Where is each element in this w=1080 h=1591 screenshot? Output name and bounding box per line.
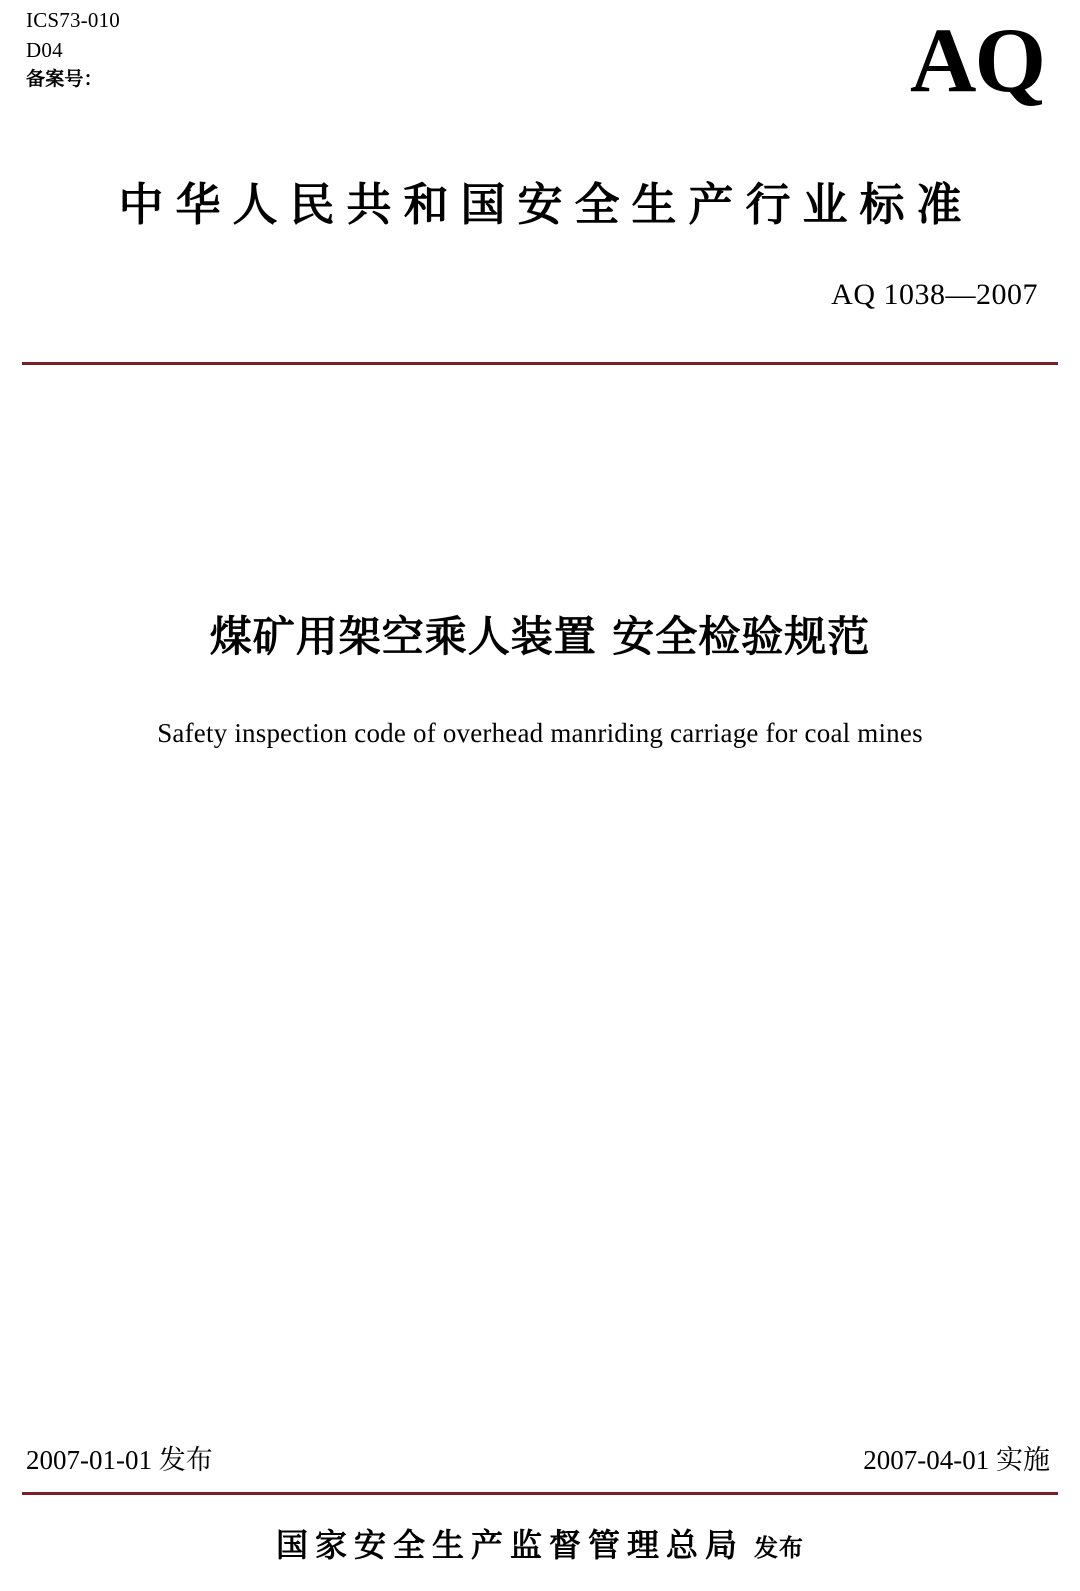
document-title-english: Safety inspection code of overhead manriding carriage for coal mines <box>157 718 923 748</box>
document-title-chinese: 煤矿用架空乘人装置 安全检验规范 <box>209 612 871 661</box>
footer-dates <box>26 1438 1050 1477</box>
footer-divider-rule <box>22 1492 1058 1495</box>
classification-code: D04 <box>26 37 63 62</box>
issue-date: 2007-01-01 发布 <box>26 1445 213 1475</box>
header-divider-rule <box>22 362 1058 365</box>
issuer-verb: 发布 <box>754 1534 804 1562</box>
aq-logo: AQ <box>910 9 1044 111</box>
issuer-block <box>0 1520 1080 1566</box>
ics-code: ICS73-010 <box>26 8 120 32</box>
effective-date: 2007-04-01 实施 <box>863 1445 1050 1475</box>
document-meta-block <box>26 6 120 93</box>
standard-number: AQ 1038—2007 <box>831 278 1038 311</box>
issuer-name: 国家安全生产监督管理总局 <box>275 1526 744 1564</box>
standard-banner-title: 中华人民共和国安全生产行业标准 <box>118 178 974 231</box>
record-number-label: 备案号： <box>26 67 103 90</box>
